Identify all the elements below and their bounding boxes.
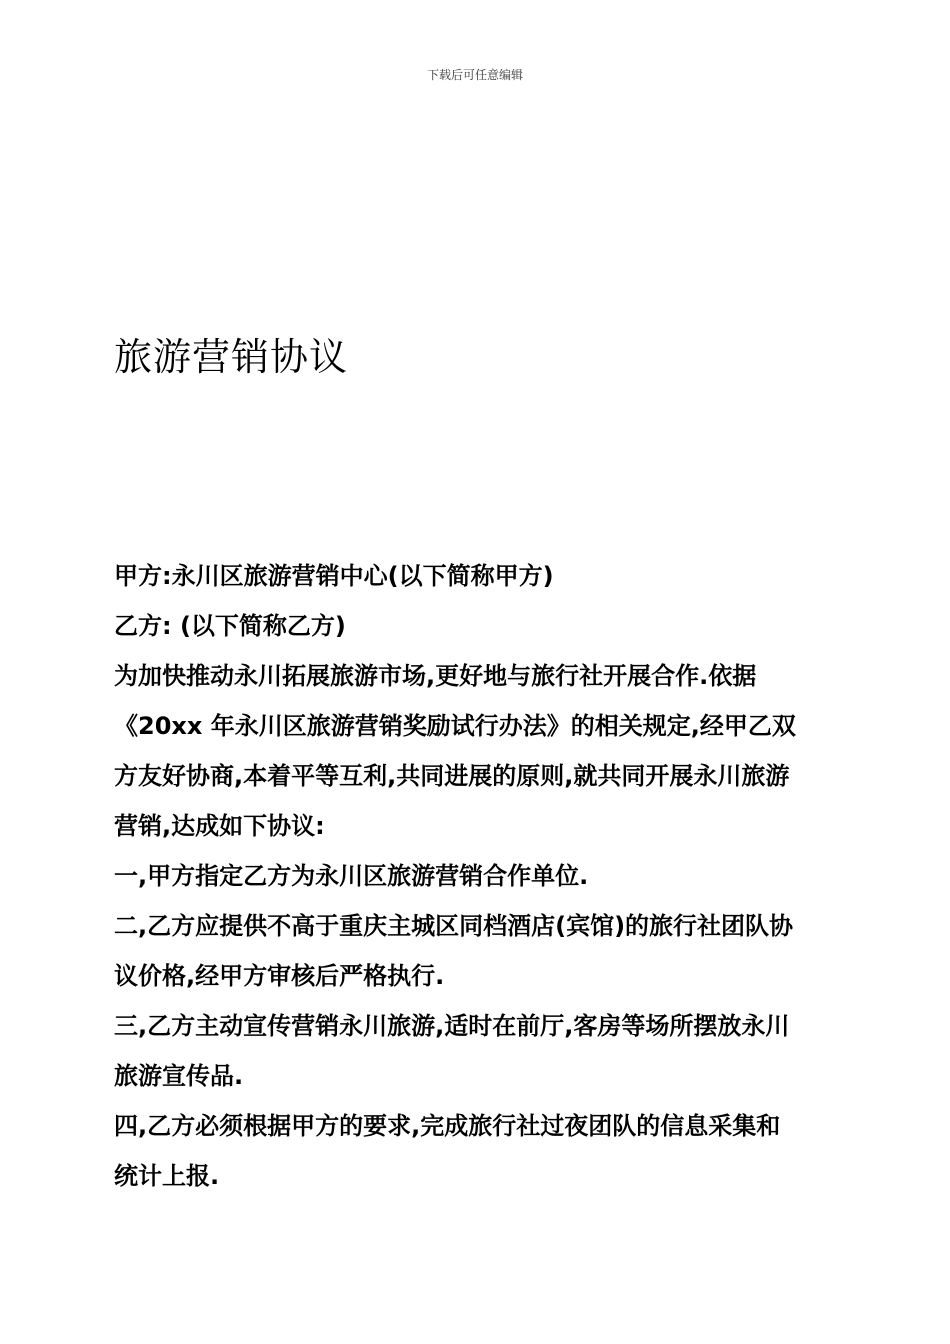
party-a-line: 甲方:永川区旅游营销中心(以下简称甲方) [114,562,554,590]
clause-2-line: 议价格,经甲方审核后严格执行. [114,962,445,990]
body-line: 营销,达成如下协议: [114,812,325,840]
header-note: 下载后可任意编辑 [426,68,523,82]
document-body [114,551,838,1201]
document-title: 旅游营销协议 [114,335,349,379]
body-line: 方友好协商,本着平等互利,共同进展的原则,就共同开展永川旅游 [114,762,790,790]
body-line: 为加快推动永川拓展旅游市场,更好地与旅行社开展合作.依据 [114,662,757,690]
clause-3-line: 三,乙方主动宣传营销永川旅游,适时在前厅,客房等场所摆放永川 [114,1012,790,1040]
clause-1-line: 一,甲方指定乙方为永川区旅游营销合作单位. [114,862,589,890]
party-b-line: 乙方: (以下简称乙方) [114,612,346,640]
body-line: 《20xx 年永川区旅游营销奖励试行办法》的相关规定,经甲乙双 [114,712,796,740]
clause-2-line: 二,乙方应提供不高于重庆主城区同档酒店(宾馆)的旅行社团队协 [114,912,794,940]
clause-4-line: 四,乙方必须根据甲方的要求,完成旅行社过夜团队的信息采集和 [114,1112,781,1140]
clause-4-line: 统计上报. [114,1162,220,1190]
clause-3-line: 旅游宣传品. [114,1062,244,1090]
